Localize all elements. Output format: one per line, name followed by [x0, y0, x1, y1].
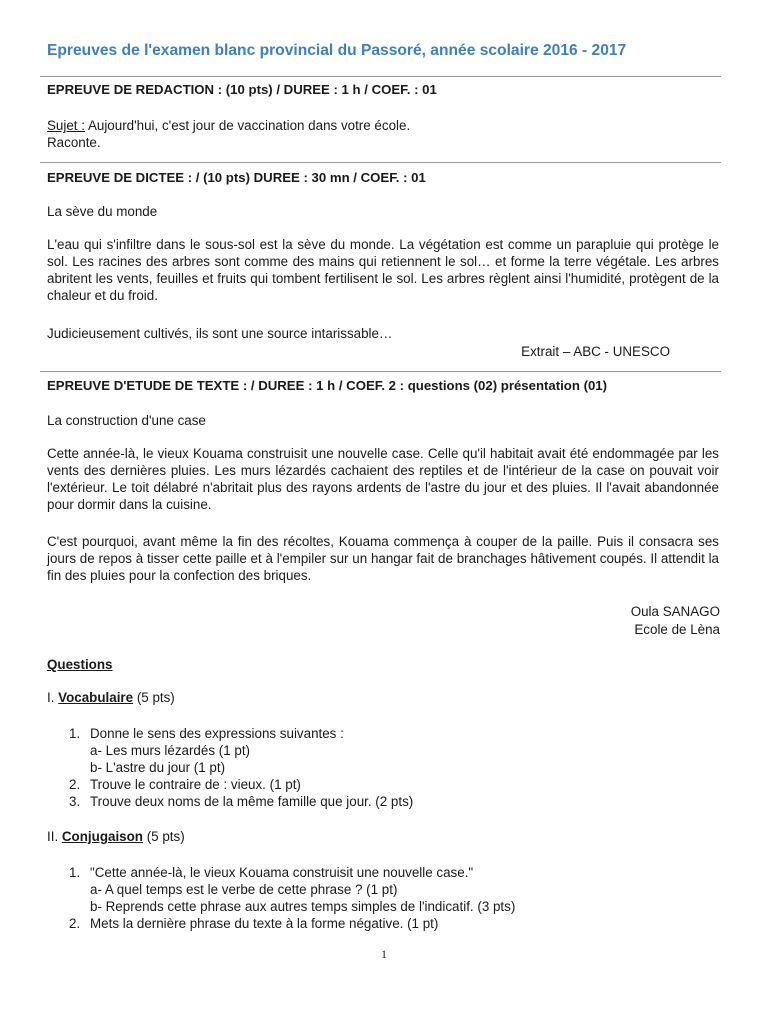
question-item: 1. "Cette année-là, le vieux Kouama construisit une nouvelle case.": [69, 865, 474, 880]
vocab-questions: [47, 725, 719, 810]
dictee-heading: EPREUVE DE DICTEE : / (10 pts) DUREE : 30 mn / COEF. : 01: [47, 170, 426, 185]
etude-title: La construction d'une case: [47, 413, 206, 428]
questions-heading: Questions: [47, 657, 113, 672]
etude-heading: EPREUVE D'ETUDE DE TEXTE : / DUREE : 1 h / COEF. 2 : questions (02) présentation (01): [47, 378, 608, 393]
divider: [40, 76, 721, 77]
dictee-last-line: Judicieusement cultivés, ils sont une source intarissable…: [47, 326, 393, 341]
question-sub-item: a- A quel temps est le verbe de cette phrase ? (1 pt) b- Reprends cette phrase aux autres temps simples de l'indicatif. (3 pts): [90, 882, 516, 914]
question-item: 1. Donne le sens des expressions suivantes :: [69, 726, 344, 741]
conj-label: Conjugaison: [61, 829, 143, 844]
document-title: Epreuves de l'examen blanc provincial du Passoré, année scolaire 2016 - 2017: [47, 42, 627, 59]
conj-questions: [47, 864, 719, 932]
etude-author: Oula SANAGO: [630, 604, 720, 619]
subject-text: Aujourd'hui, c'est jour de vaccination dans votre école.: [84, 118, 411, 133]
dictee-paragraph: L'eau qui s'infiltre dans le sous-sol est la sève du monde. La végétation est comme un parapluie qui protège le sol. Les racines des arbres sont comme des mains qui retiennent le sol… et forme la terre végétale. Les arbres abritent les vents, feuilles et fruits qui tombent fertilisent le sol. Les arbres règlent ainsi l'humidité, protègent de la chaleur et du froid.: [47, 237, 719, 303]
question-sub-item: a- Les murs lézardés (1 pt) b- L'astre du jour (1 pt): [90, 743, 251, 775]
etude-paragraph-1: Cette année-là, le vieux Kouama construisit une nouvelle case. Celle qu'il habitait avait été endommagée par les vents des dernières pluies. Les murs lézardés cachaient des reptiles et de l'intérieur de la case on pouvait voir l'extérieur. Le toit délabré n'abritait plus des rayons ardents de l'astre du jour et des pluies. Il l'avait abandonnée pour dormir dans la cuisine.: [47, 446, 719, 512]
subject-label: Sujet :: [47, 118, 85, 133]
question-item: 3. Trouve deux noms de la même famille que jour. (2 pts): [69, 794, 414, 809]
vocab-section-title: I. Vocabulaire (5 pts): [47, 690, 175, 705]
dictee-title: La sève du monde: [47, 204, 158, 219]
question-item: 2. Mets la dernière phrase du texte à la forme négative. (1 pt): [69, 916, 439, 931]
redaction-subject: [47, 117, 719, 151]
question-item: 2. Trouve le contraire de : vieux. (1 pt): [69, 777, 301, 792]
redaction-heading: EPREUVE DE REDACTION : (10 pts) / DUREE : 1 h / COEF. : 01: [47, 82, 437, 97]
etude-paragraph-2: C'est pourquoi, avant même la fin des récoltes, Kouama commença à couper de la paille. Puis il consacra ses jours de repos à tisser cette paille et à l'empiler sur un hangar fait de branchages hâtivement coupés. Il attendit la fin des pluies pour la confection des briques.: [47, 534, 719, 583]
vocab-label: Vocabulaire: [58, 690, 134, 705]
etude-school: Ecole de Lèna: [634, 622, 720, 637]
divider: [40, 162, 721, 163]
conj-section-title: II. Conjugaison (5 pts): [47, 829, 185, 844]
page-number: 1: [381, 947, 387, 961]
subject-instruction: Raconte.: [47, 135, 101, 150]
dictee-source: Extrait – ABC - UNESCO: [521, 344, 670, 359]
divider: [40, 371, 721, 372]
